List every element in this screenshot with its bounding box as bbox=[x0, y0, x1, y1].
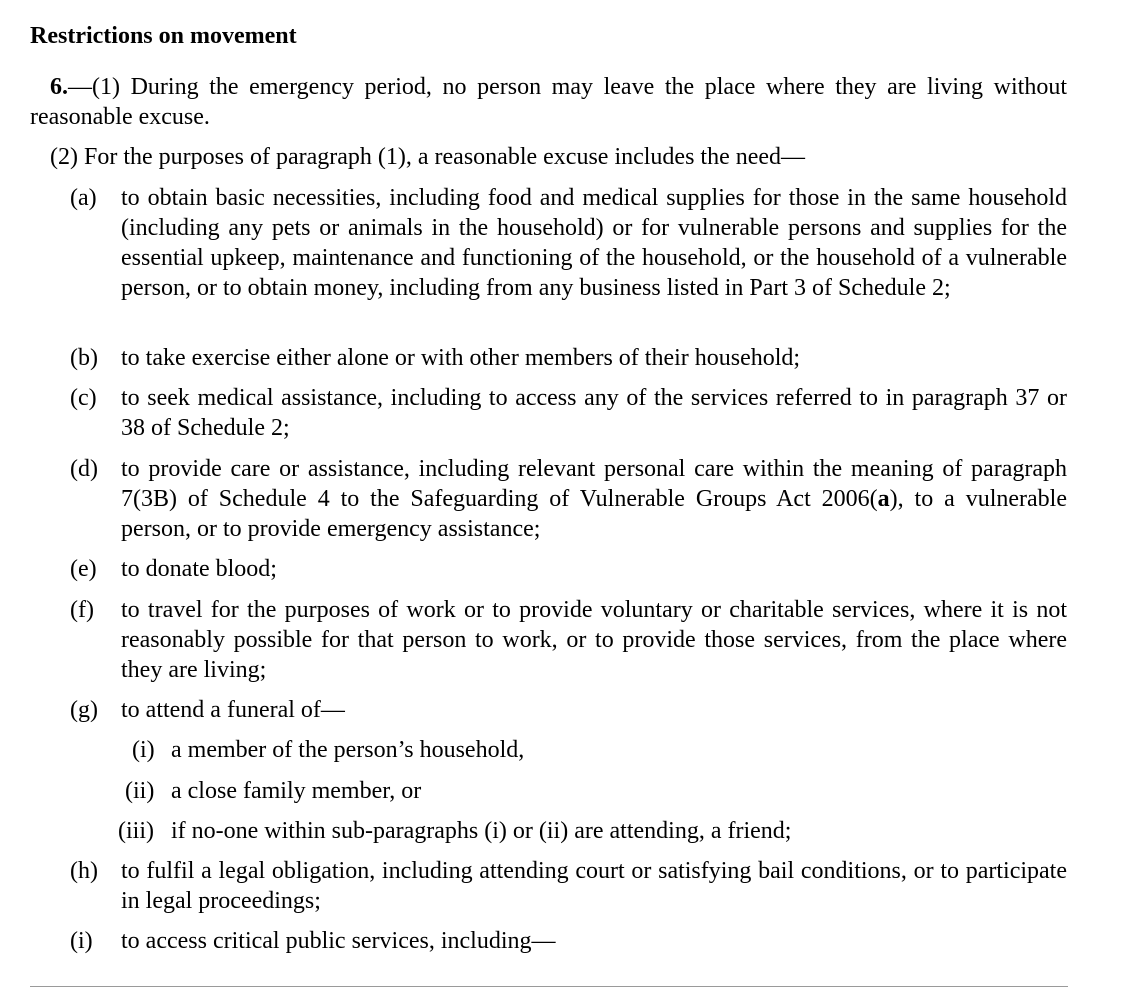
sub-item-label: (i) bbox=[132, 737, 155, 763]
list-item-label: (a) bbox=[70, 185, 97, 211]
footnote-divider bbox=[30, 986, 1068, 987]
list-item-label: (e) bbox=[70, 556, 97, 582]
list-item-text: to obtain basic necessities, including food and medical supplies for those in the same household (including any pets or animals in the household) or for vulnerable persons and supplies for the essential upkeep, maintenance and functioning of the household, or the household of a vulnerable person, or to obtain money, including from any business listed in Part 3 of Schedule 2; bbox=[121, 185, 1067, 301]
list-item-f bbox=[70, 595, 1067, 685]
list-item-text bbox=[121, 454, 1067, 544]
list-item-label: (g) bbox=[70, 697, 98, 723]
list-item-g bbox=[70, 695, 1067, 725]
list-item-d bbox=[70, 454, 1067, 544]
list-item-label: (h) bbox=[70, 858, 98, 884]
list-item-label: (b) bbox=[70, 345, 98, 371]
list-item-text: to attend a funeral of— bbox=[121, 697, 345, 723]
list-item-text: to access critical public services, including— bbox=[121, 928, 556, 954]
list-item-text: to seek medical assistance, including to access any of the services referred to in paragraph 37 or 38 of Schedule 2; bbox=[121, 385, 1067, 441]
sub-item-text: a close family member, or bbox=[171, 778, 422, 804]
list-item-text: to travel for the purposes of work or to provide voluntary or charitable services, where it is not reasonably possible for that person to work, or to provide those services, from the place where they are living; bbox=[121, 597, 1067, 683]
sub-item-text: if no-one within sub-paragraphs (i) or (ii) are attending, a friend; bbox=[171, 818, 792, 844]
footnote-ref: a bbox=[877, 486, 890, 512]
list-item-label: (f) bbox=[70, 597, 94, 623]
paragraph-6-2: (2) For the purposes of paragraph (1), a reasonable excuse includes the need— bbox=[50, 144, 806, 170]
sub-item-text: a member of the person’s household, bbox=[171, 737, 525, 763]
list-item-a bbox=[70, 183, 1067, 303]
sub-item-label: (ii) bbox=[125, 778, 155, 804]
list-item-e bbox=[70, 554, 1067, 584]
list-item-label: (i) bbox=[70, 928, 93, 954]
list-item-text: to fulfil a legal obligation, including attending court or satisfying bail conditions, or to participate in legal proceedings; bbox=[121, 858, 1067, 914]
paragraph-6-1 bbox=[30, 72, 1067, 132]
list-item-label: (c) bbox=[70, 385, 97, 411]
list-item-label: (d) bbox=[70, 456, 98, 482]
list-item-text-part: to provide care or assistance, including relevant personal care within the meaning of paragraph 7(3B) of Schedule 4 to the Safeguarding of Vulnerable Groups Act 2006( bbox=[121, 456, 1067, 512]
list-item-text-part: ), to a vulnerable person, or to provide emergency assistance; bbox=[121, 486, 1067, 542]
list-item-b bbox=[70, 343, 1067, 373]
list-item-h bbox=[70, 856, 1067, 916]
sub-item-label: (iii) bbox=[118, 818, 154, 844]
list-item-c bbox=[70, 383, 1067, 443]
section-heading: Restrictions on movement bbox=[30, 23, 297, 49]
list-item-text: to take exercise either alone or with other members of their household; bbox=[121, 345, 801, 371]
list-item-i bbox=[70, 926, 1067, 956]
paragraph-6-1-text: —(1) During the emergency period, no person may leave the place where they are living without reasonable excuse. bbox=[30, 74, 1067, 130]
list-item-text: to donate blood; bbox=[121, 556, 277, 582]
section-number: 6. bbox=[50, 74, 68, 100]
